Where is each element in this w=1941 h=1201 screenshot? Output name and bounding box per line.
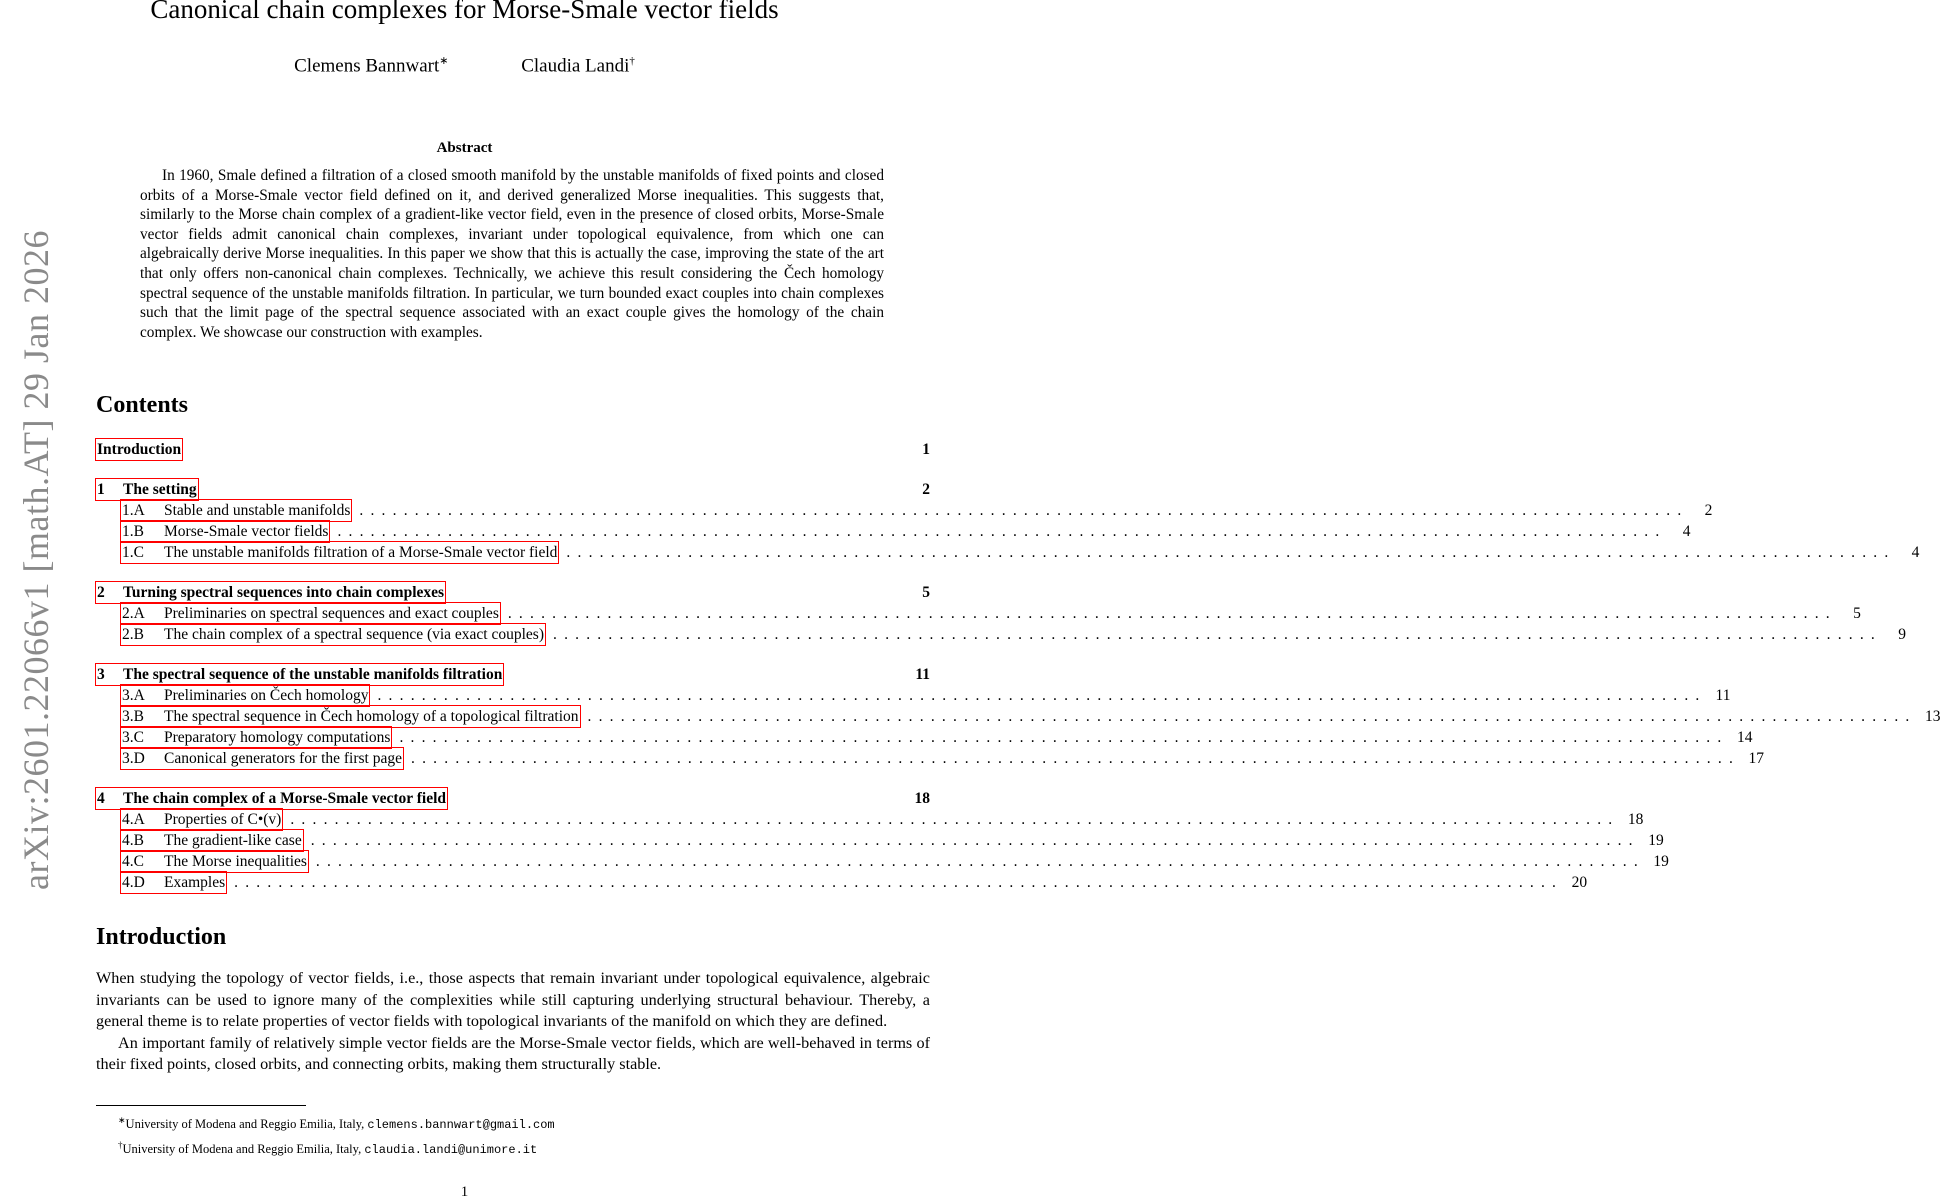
author-1: Clemens Bannwart∗ [294, 55, 449, 77]
toc-subsection-entry [96, 727, 1753, 748]
toc-title: Properties of C•(v) [164, 811, 282, 828]
footnotes [118, 1110, 555, 1160]
toc-page-number[interactable]: 19 [1653, 853, 1669, 870]
toc-leader-dots: ........................................................................................................................ [553, 626, 1882, 643]
toc-link[interactable] [121, 727, 391, 748]
toc-section-entry [96, 582, 930, 603]
toc-leader-dots: ........................................................................................................................ [310, 832, 1640, 849]
toc-title: Examples [164, 874, 226, 891]
toc-subsection-entry [96, 851, 1669, 872]
toc-link[interactable] [121, 542, 558, 563]
toc-title: Canonical generators for the first page [164, 750, 403, 767]
toc-link[interactable] [121, 748, 403, 769]
toc-number: 4.A [122, 811, 145, 828]
toc-title: The chain complex of a spectral sequence (via exact couples) [164, 626, 544, 643]
toc-title: The gradient-like case [164, 832, 302, 849]
toc-page-number[interactable]: 18 [1627, 811, 1644, 828]
toc-page-number[interactable]: 2 [922, 481, 930, 498]
toc-number: 2.B [122, 626, 144, 643]
toc-link[interactable] [121, 521, 329, 542]
author-list [0, 54, 929, 77]
contents-heading: Contents [96, 392, 189, 418]
footnote-2-email[interactable]: claudia.landi@unimore.it [364, 1143, 538, 1158]
toc-page-number[interactable]: 13 [1925, 708, 1941, 725]
toc-link[interactable] [96, 479, 198, 500]
toc-number: 4.D [122, 874, 145, 891]
toc-subsection-entry [96, 521, 1691, 542]
toc-title: The unstable manifolds filtration of a Morse-Smale vector field [164, 544, 558, 561]
toc-leader-dots: ........................................................................................................................ [507, 605, 1837, 622]
toc-link[interactable] [96, 582, 445, 603]
author-2: Claudia Landi† [521, 55, 635, 77]
toc-leader-dots: ........................................................................................................................ [377, 687, 1707, 704]
toc-number: 2.A [122, 605, 145, 622]
toc-number: 3.C [122, 729, 144, 746]
toc-section-entry [96, 479, 930, 500]
toc-title: The chain complex of a Morse-Smale vector field [123, 790, 446, 807]
arxiv-stamp-text: arXiv:2601.22066v1 [math.AT] 29 Jan 2026 [16, 230, 56, 890]
toc-page-number[interactable]: 2 [1704, 502, 1713, 519]
introduction-heading: Introduction [96, 924, 227, 950]
toc-leader-dots: ........................................................................................................................ [566, 544, 1896, 561]
toc-page-number[interactable]: 4 [1682, 523, 1691, 540]
toc-page-number[interactable]: 5 [1853, 605, 1861, 622]
toc-title: Turning spectral sequences into chain complexes [123, 584, 445, 601]
author-2-mark: † [629, 55, 635, 67]
toc-subsection-entry [96, 809, 1644, 830]
toc-number: 1.B [122, 523, 144, 540]
toc-title: Stable and unstable manifolds [164, 502, 351, 519]
toc-section-entry [96, 439, 930, 460]
toc-title: The spectral sequence of the unstable manifolds filtration [123, 666, 503, 683]
toc-page-number[interactable]: 11 [1715, 687, 1731, 704]
toc-subsection-entry [96, 748, 1765, 769]
toc-number: 4 [97, 790, 105, 807]
footnote-rule [96, 1105, 306, 1106]
introduction-body [96, 968, 930, 1076]
toc-number: 4.C [122, 853, 144, 870]
toc-title: Preliminaries on Čech homology [164, 687, 369, 704]
toc-link[interactable] [96, 788, 447, 809]
toc-subsection-entry [96, 706, 1941, 727]
toc-title: Introduction [97, 441, 182, 458]
toc-page-number[interactable]: 1 [922, 441, 930, 458]
toc-number: 3 [97, 666, 105, 683]
toc-page-number[interactable]: 18 [914, 790, 930, 807]
author-1-mark: ∗ [439, 55, 449, 67]
toc-subsection-entry [96, 872, 1588, 893]
toc-subsection-entry [96, 500, 1713, 521]
intro-paragraph-1: When studying the topology of vector fields, i.e., those aspects that remain invariant under topological equivalence, algebraic invariants can be used to ignore many of the complexities while still capturing underlying structural behaviour. Thereby, a general theme is to relate properties of vector fields with topological invariants of the manifold on which they are defined. [96, 969, 930, 1030]
toc-link[interactable] [121, 706, 580, 727]
toc-page-number[interactable]: 17 [1748, 750, 1765, 767]
toc-leader-dots: ........................................................................................................................ [337, 523, 1667, 540]
toc-subsection-entry [96, 542, 1920, 563]
abstract-heading: Abstract [436, 140, 493, 156]
footnote-1: ∗University of Modena and Reggio Emilia, Italy, clemens.bannwart@gmail.com [118, 1115, 555, 1133]
toc-subsection-entry [96, 624, 1906, 645]
toc-number: 1 [97, 481, 105, 498]
toc-link[interactable] [121, 851, 308, 872]
toc-number: 3.D [122, 750, 145, 767]
toc-subsection-entry [96, 685, 1731, 706]
toc-leader-dots: ........................................................................................................................ [234, 874, 1564, 891]
toc-number: 3.B [122, 708, 144, 725]
footnote-2: †University of Modena and Reggio Emilia, Italy, claudia.landi@unimore.it [118, 1140, 538, 1158]
toc-page-number[interactable]: 4 [1911, 544, 1920, 561]
toc-number: 1.A [122, 502, 145, 519]
toc-leader-dots: ........................................................................................................................ [399, 729, 1729, 746]
toc-title: Morse-Smale vector fields [164, 523, 329, 540]
toc-leader-dots: ........................................................................................................................ [315, 853, 1645, 870]
toc-subsection-entry [96, 603, 1861, 624]
toc-number: 1.C [122, 544, 144, 561]
toc-title: The setting [123, 481, 197, 498]
paper-title: Canonical chain complexes for Morse-Smale vector fields [150, 0, 779, 24]
toc-link[interactable] [121, 624, 545, 645]
toc-link[interactable] [121, 500, 351, 521]
toc-page-number[interactable]: 19 [1648, 832, 1664, 849]
toc-link[interactable] [96, 439, 182, 460]
toc-leader-dots: ........................................................................................................................ [587, 708, 1917, 725]
toc-leader-dots: ........................................................................................................................ [411, 750, 1741, 767]
toc-section-entry [96, 788, 930, 809]
toc-section-entry [96, 664, 930, 685]
toc-link[interactable] [121, 685, 369, 706]
toc-page-number[interactable]: 20 [1571, 874, 1588, 891]
toc-page-number[interactable]: 11 [915, 666, 930, 683]
toc-leader-dots: ........................................................................................................................ [359, 502, 1689, 519]
toc-title: The Morse inequalities [164, 853, 307, 870]
toc-subsection-entry [96, 830, 1664, 851]
toc-link[interactable] [96, 664, 503, 685]
toc-link[interactable] [121, 872, 226, 893]
toc-link[interactable] [121, 809, 282, 830]
toc-page-number[interactable]: 5 [922, 584, 930, 601]
toc-title: The spectral sequence in Čech homology of a topological filtration [164, 708, 579, 725]
toc-title: Preparatory homology computations [164, 729, 391, 746]
toc-link[interactable] [121, 830, 303, 851]
intro-paragraph-2: An important family of relatively simple vector fields are the Morse-Smale vector fields, which are well-behaved in terms of their fixed points, closed orbits, and connecting orbits, making them structurally stable. [96, 1033, 930, 1073]
toc-number: 2 [97, 584, 105, 601]
toc-page-number[interactable]: 9 [1898, 626, 1906, 643]
toc-title: Preliminaries on spectral sequences and exact couples [164, 605, 499, 622]
footnote-1-email[interactable]: clemens.bannwart@gmail.com [367, 1118, 555, 1133]
toc-number: 3.A [122, 687, 145, 704]
toc-leader-dots: ........................................................................................................................ [290, 811, 1620, 828]
toc-page-number[interactable]: 14 [1736, 729, 1753, 746]
toc-link[interactable] [121, 603, 500, 624]
page-number: 1 [460, 1184, 469, 1200]
abstract-text: In 1960, Smale defined a filtration of a closed smooth manifold by the unstable manifolds of fixed points and closed orbits of a Morse-Smale vector field defined on it, and derived generalized Morse inequalities. This suggests that, similarly to the Morse chain complex of a gradient-like vector field, even in the presence of closed orbits, Morse-Smale vector fields admit canonical chain complexes, invariant under topological equivalence, from which one can algebraically derive Morse inequalities. In this paper we show that this is actually the case, improving the state of the art that only offers non-canonical chain complexes. Technically, we achieve this result considering the Čech homology spectral sequence of the unstable manifolds filtration. In particular, we turn bounded exact couples into chain complexes such that the limit page of the spectral sequence associated with an exact couple gives the homology of the chain complex. We showcase our construction with examples. [140, 167, 884, 341]
toc-number: 4.B [122, 832, 144, 849]
